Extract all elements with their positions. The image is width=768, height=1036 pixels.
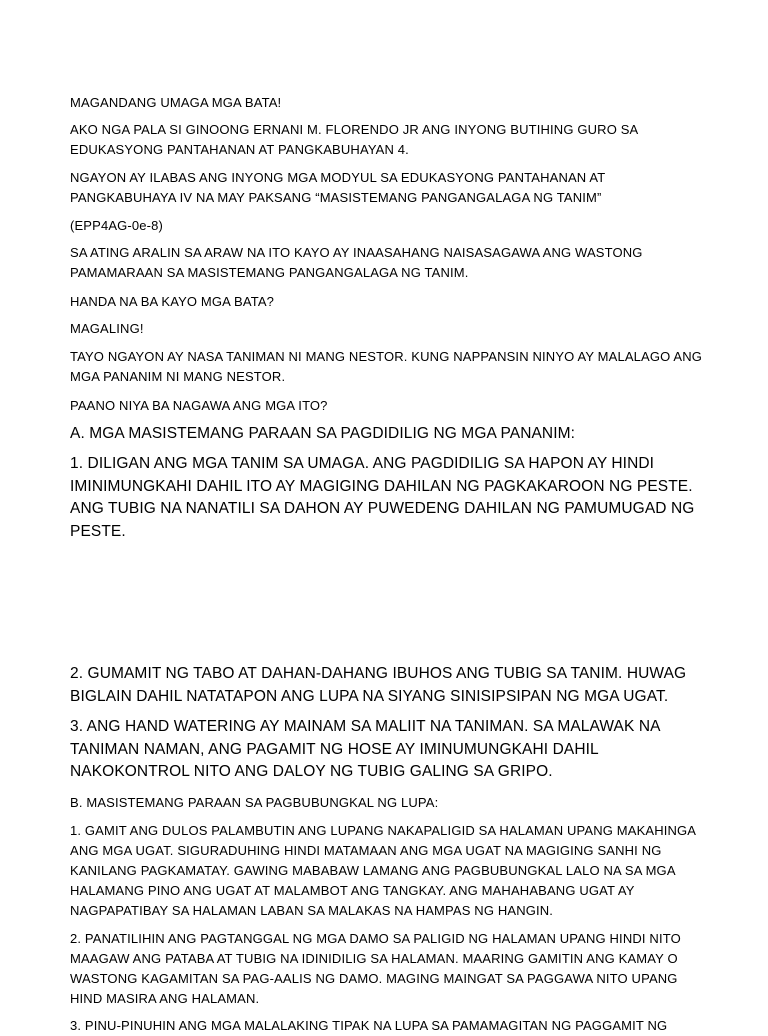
section-b-item: 1. GAMIT ANG DULOS PALAMBUTIN ANG LUPANG NAKAPALIGID SA HALAMAN UPANG MAKAHINGA ANG MGA UGAT. SIGURADUHING HINDI MATAMAAN ANG MGA UGAT NA MAGIGING SANHI NG KANILANG PAGKAMATAY. GAWING MABABAW LAMANG ANG PAGBUBUNGKAL LALO NA SA MGA HALAMANG PINO ANG UGAT AT MALAMBOT ANG TANGKAY. ANG MAHAHABANG UGAT AY NAGPAPATIBAY SA HALAMAN LABAN SA MALAKAS NA HAMPAS NG HANGIN. — [70, 823, 696, 918]
ready-question: HANDA NA BA KAYO MGA BATA? — [70, 294, 275, 309]
scene-paragraph: TAYO NGAYON AY NASA TANIMAN NI MANG NESTOR. KUNG NAPPANSIN NINYO AY MALALAGO ANG MGA PANANIM NI MANG NESTOR. — [70, 349, 703, 384]
section-a-heading: A. MGA MASISTEMANG PARAAN SA PAGDIDILIG NG MGA PANANIM: — [70, 425, 576, 442]
question-line: PAANO NIYA BA NAGAWA ANG MGA ITO? — [70, 398, 328, 413]
greeting-line: MAGANDANG UMAGA MGA BATA! — [70, 95, 282, 110]
section-a-item: 1. DILIGAN ANG MGA TANIM SA UMAGA. ANG PAGDIDILIG SA HAPON AY HINDI IMINIMUNGKAHI DAHIL ITO AY MAGIGING DAHILAN NG PAGKAKAROON NG PESTE. ANG TUBIG NA NANATILI SA DAHON AY PUWEDENG DAHILAN NG PAMUMUGAD NG PESTE. — [70, 455, 695, 540]
section-b-heading: B. MASISTEMANG PARAAN SA PAGBUBUNGKAL NG LUPA: — [70, 795, 439, 810]
objective-paragraph: SA ATING ARALIN SA ARAW NA ITO KAYO AY INAASAHANG NAISASAGAWA ANG WASTONG PAMAMARAAN SA MASISTEMANG PANGANGALAGA NG TANIM. — [70, 245, 643, 280]
praise-line: MAGALING! — [70, 321, 144, 336]
module-paragraph: NGAYON AY ILABAS ANG INYONG MGA MODYUL SA EDUKASYONG PANTAHANAN AT PANGKABUHAYA IV NA MAY PAKSANG “MASISTEMANG PANGANGALAGA NG TANIM” — [70, 170, 606, 205]
intro-paragraph: AKO NGA PALA SI GINOONG ERNANI M. FLORENDO JR ANG INYONG BUTIHING GURO SA EDUKASYONG PANTAHANAN AT PANGKABUHAYAN 4. — [70, 122, 638, 157]
section-b-item: 3. PINU-PINUHIN ANG MGA MALALAKING TIPAK NA LUPA SA PAMAMAGITAN NG PAGGAMIT NG — [70, 1018, 668, 1033]
section-a-item: 3. ANG HAND WATERING AY MAINAM SA MALIIT NA TANIMAN. SA MALAWAK NA TANIMAN NAMAN, ANG PAGAMIT NG HOSE AY IMINUMUNGKAHI DAHIL NAKOKONTROL NITO ANG DALOY NG TUBIG GALING SA GRIPO. — [70, 718, 660, 780]
section-a-item: 2. GUMAMIT NG TABO AT DAHAN-DAHANG IBUHOS ANG TUBIG SA TANIM. HUWAG BIGLAIN DAHIL NATATAPON ANG LUPA NA SIYANG SINISIPSIPAN NG MGA UGAT. — [70, 665, 687, 705]
section-b-item: 2. PANATILIHIN ANG PAGTANGGAL NG MGA DAMO SA PALIGID NG HALAMAN UPANG HINDI NITO MAAGAW ANG PATABA AT TUBIG NA IDINIDILIG SA HALAMAN. MAARING GAMITIN ANG KAMAY O WASTONG KAGAMITAN SA PAG-AALIS NG DAMO. MAGING MAINGAT SA PAGGAWA NITO UPANG HIND MASIRA ANG HALAMAN. — [70, 931, 681, 1006]
competency-code: (EPP4AG-0e-8) — [70, 218, 163, 233]
